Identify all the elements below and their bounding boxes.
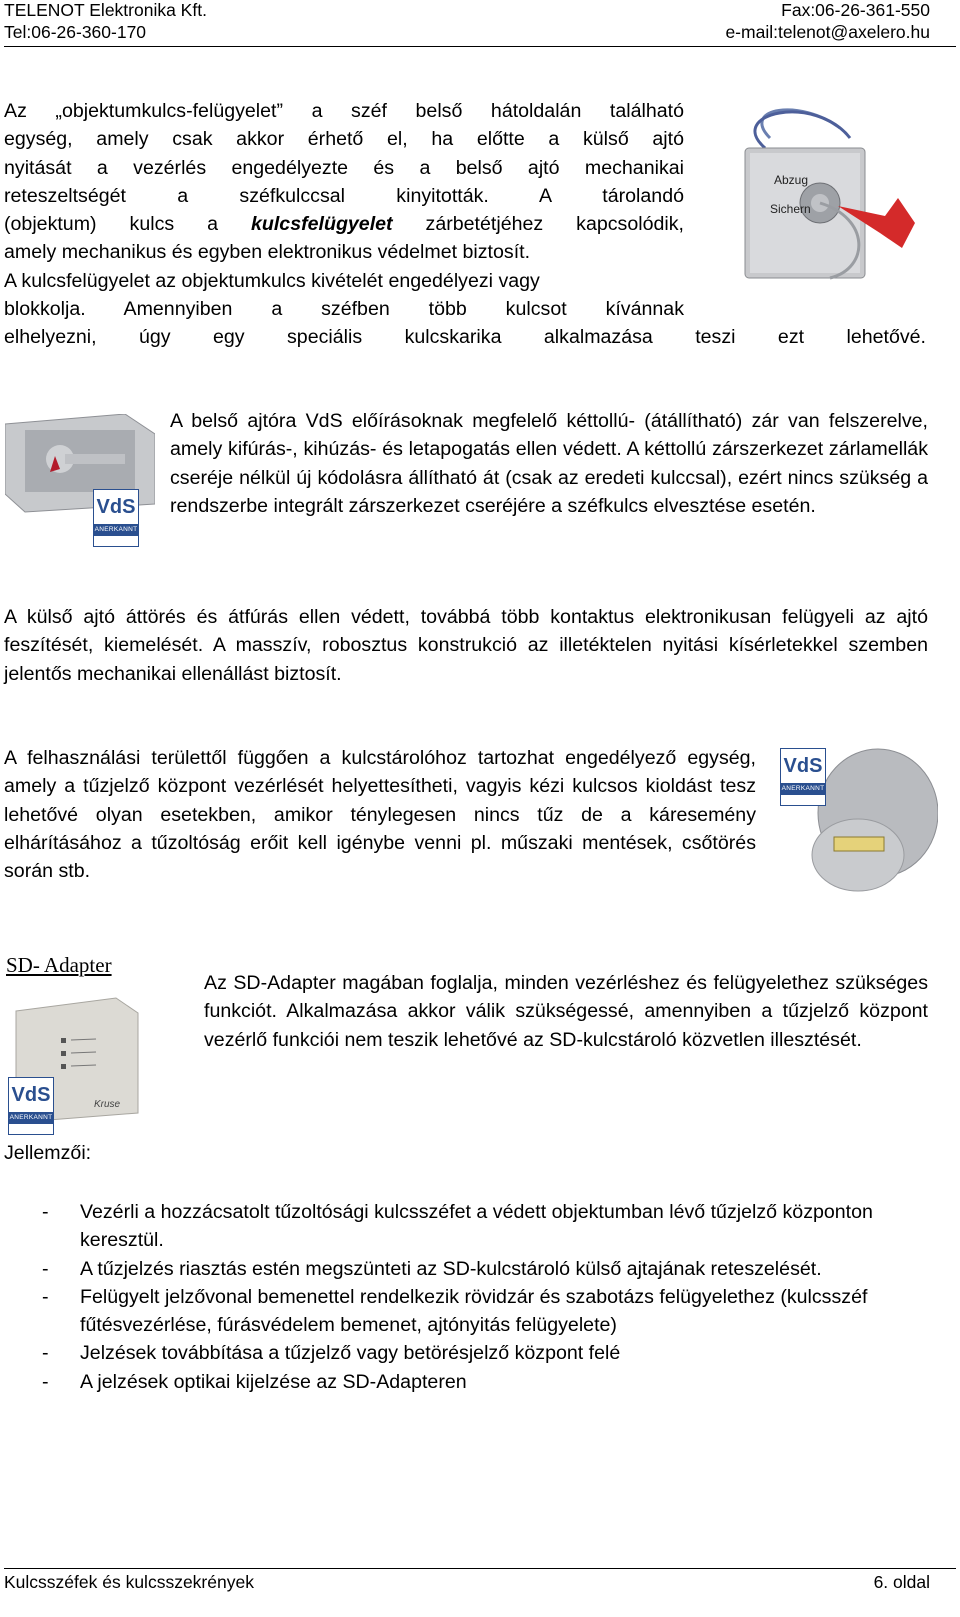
- header-rule: [4, 46, 956, 47]
- text-line: elhelyezni, úgy egy speciális kulcskarika alkalmazása teszi ezt lehetővé.: [4, 326, 926, 348]
- text-line: [4, 210, 684, 238]
- text-line: amely mechanikus és egyben elektronikus védelmet biztosít.: [4, 241, 531, 264]
- abzug-label: Abzug: [774, 173, 809, 187]
- company-name: TELENOT Elektronika Kft.: [4, 0, 207, 20]
- email-address: e-mail:telenot@axelero.hu: [725, 22, 930, 42]
- sichern-label: Sichern: [770, 202, 811, 216]
- sd-adapter-paragraph: Az SD-Adapter magában foglalja, minden vezérléshez és felügyelethez szükséges funkciót. Alkalmazása akkor válik szükségessé, amennyiben a tűzjelző központ vezérlő funkciói nem teszik lehetővé az SD-kulcstároló közvetlen illesztését.: [204, 972, 928, 1051]
- adapter-brand-label: Kruse: [94, 1099, 121, 1110]
- fax-number: Fax:06-26-361-550: [781, 0, 930, 20]
- features-heading: Jellemzői:: [4, 1142, 92, 1164]
- features-list: [0, 1198, 960, 1396]
- key-monitor-image: [720, 98, 930, 288]
- intro-paragraph: [4, 97, 684, 323]
- text-line: A kulcsfelügyelet az objektumkulcs kivételét engedélyezi vagy: [4, 269, 540, 292]
- vds-badge: [780, 748, 826, 806]
- footer-title: Kulcsszéfek és kulcsszekrények: [4, 1572, 254, 1592]
- text-line: Az „objektumkulcs-felügyelet” a széf belső hátoldalán található: [4, 100, 684, 122]
- text-span: (objektum) kulcs a: [4, 213, 251, 236]
- list-item: [0, 1255, 900, 1283]
- list-item: [0, 1198, 900, 1255]
- phone-number: Tel:06-26-360-170: [4, 22, 147, 42]
- list-item-text: Jelzések továbbítása a tűzjelző vagy betörésjelző központ felé: [80, 1342, 621, 1365]
- vds-badge: [8, 1077, 54, 1135]
- list-bullet: -: [42, 1285, 49, 1308]
- list-bullet: -: [42, 1370, 49, 1393]
- list-item: [0, 1339, 900, 1367]
- vds-badge-title: VdS: [783, 755, 823, 777]
- list-bullet: -: [42, 1257, 49, 1280]
- text-span: zárbetétjéhez kapcsolódik,: [392, 213, 684, 236]
- vds-badge-subtitle: ANERKANNT: [94, 524, 138, 536]
- list-bullet: -: [42, 1342, 49, 1365]
- text-line: egység, amely csak akkor érhető el, ha előtte a külső ajtó: [4, 128, 684, 151]
- list-item-text: A jelzések optikai kijelzése az SD-Adapteren: [80, 1370, 467, 1393]
- page-number: 6. oldal: [873, 1572, 930, 1592]
- vds-badge: [93, 489, 139, 547]
- release-unit-paragraph: A felhasználási területtől függően a kulcstárolóhoz tartozhat engedélyező egység, amely a tűzjelző központ vezérlését helyettesítheti, vagyis kézi kulcsos kioldást tesz lehetővé olyan esetekben, amikor ténylegesen nincs tűz de a káresemény elhárításához a tűzoltóság erőit kell igénybe venni pl. műszaki mentések, csőtörés során stb.: [4, 747, 756, 883]
- list-item-text: A tűzjelzés riasztás estén megszünteti az SD-kulcstároló külső ajtajának reteszelését.: [80, 1257, 822, 1280]
- outer-door-paragraph: A külső ajtó áttörés és átfúrás ellen védett, továbbá több kontaktus elektronikusan felügyeli az ajtó feszítését, kiemelését. A masszív, robosztus konstrukció az illetéktelen nyitási kísérletekkel szemben jelentős mechanikai ellenállást biztosít.: [4, 606, 928, 685]
- list-bullet: -: [42, 1201, 49, 1223]
- vds-badge-title: VdS: [96, 496, 136, 518]
- keyword-kulcsfelugyelet: kulcsfelügyelet: [251, 213, 393, 236]
- list-item-text: Felügyelt jelzővonal bemenettel rendelkezik rövidzár és szabotázs felügyelethez (kulcsszéf fűtésvezérlése, fúrásvédelem bemenet, ajtónyitás felügyelete): [80, 1285, 868, 1337]
- vds-badge-subtitle: ANERKANNT: [781, 783, 825, 795]
- text-line: blokkolja. Amennyiben a széfben több kulcsot kívánnak: [4, 298, 684, 321]
- vds-badge-subtitle: ANERKANNT: [9, 1112, 53, 1124]
- text-line: nyitását a vezérlés engedélyezte és a belső ajtó mechanikai: [4, 156, 684, 179]
- text-line: reteszeltségét a széfkulccsal kinyitották. A tárolandó: [4, 184, 684, 207]
- list-item-text: Vezérli a hozzácsatolt tűzoltósági kulcsszéfet a védett objektumban lévő tűzjelző központon keresztül.: [80, 1201, 873, 1252]
- list-item: [0, 1368, 900, 1396]
- sd-adapter-heading: SD- Adapter: [6, 953, 112, 977]
- list-item: [0, 1283, 900, 1340]
- door-lock-paragraph: A belső ajtóra VdS előírásoknak megfelelő kéttollú- (átállítható) zár van felszerelve, amely kifúrás-, kihúzás- és letapogatás ellen védett. A kéttollú zárszerkezet zárlamellák cseréje nélkül új kódolásra állítható át (csak az eredeti kulccsal), ezért nincs szükség a rendszerbe integrált zárszerkezet cseréjére a széfkulcs elvesztése esetén.: [170, 410, 928, 517]
- vds-badge-title: VdS: [11, 1084, 51, 1106]
- footer-rule: [4, 1568, 956, 1569]
